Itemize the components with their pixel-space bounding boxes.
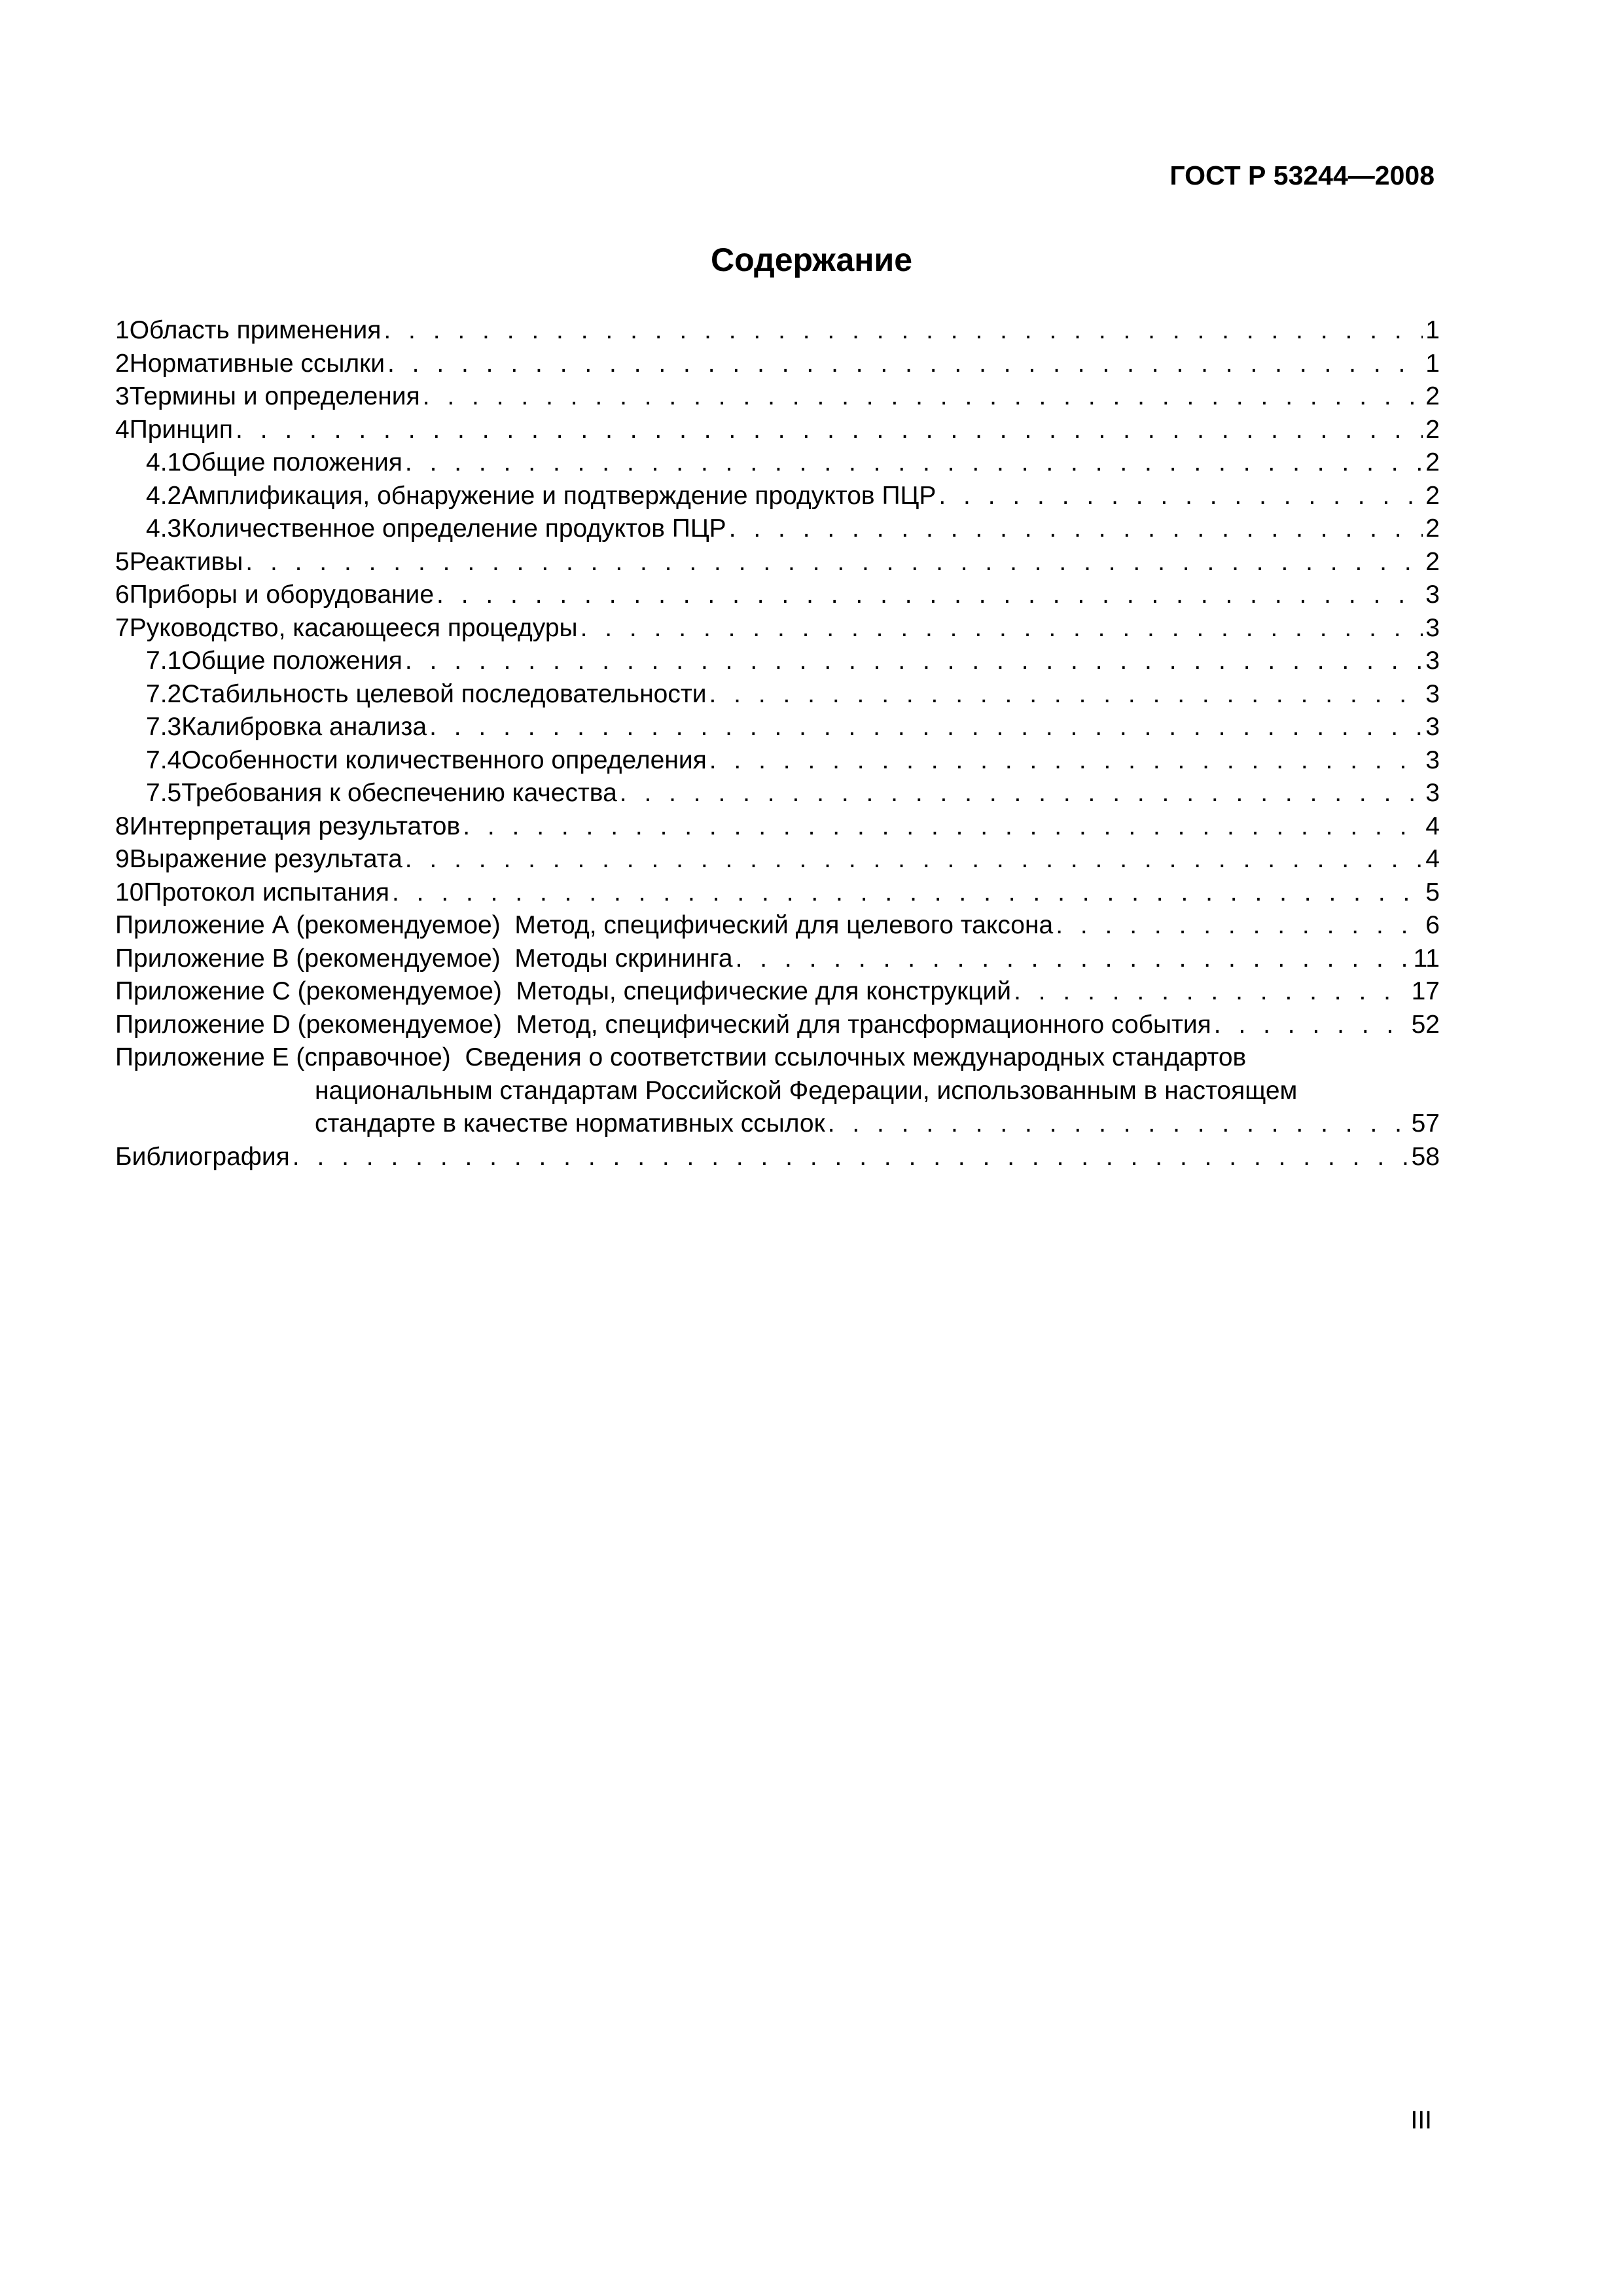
toc-number: 10: [115, 878, 144, 906]
leader-dots: [709, 678, 1423, 711]
toc-page: 2: [1425, 382, 1440, 410]
toc-number: 7: [115, 613, 130, 642]
toc-page: 2: [1425, 448, 1440, 476]
toc-title: Интерпретация результатов: [129, 812, 461, 840]
toc-row[interactable]: [115, 314, 1440, 348]
toc-row[interactable]: [115, 612, 1440, 645]
leader-dots: [463, 810, 1423, 844]
annex-e-continuation: [115, 1075, 1440, 1108]
toc-row[interactable]: [115, 744, 1440, 778]
document-code: ГОСТ Р 53244—2008: [1169, 160, 1435, 190]
toc-page: 2: [1425, 415, 1440, 444]
toc-title: Общие положения: [181, 448, 402, 476]
annex-row[interactable]: [115, 1009, 1440, 1042]
toc-title: Область применения: [129, 316, 382, 344]
toc-title: Термины и определения: [129, 382, 420, 410]
annex-label: Приложение Е (справочное): [115, 1043, 451, 1071]
toc-page: 2: [1425, 481, 1440, 510]
toc-number: 6: [115, 581, 130, 609]
toc-row[interactable]: [115, 810, 1440, 844]
toc-title: Амплификация, обнаружение и подтверждение продуктов ПЦР: [181, 481, 936, 510]
toc-row[interactable]: [115, 348, 1440, 381]
leader-dots: [392, 876, 1423, 910]
leader-dots: [236, 414, 1423, 447]
page-title: Содержание: [710, 242, 913, 278]
toc-title: Принцип: [129, 415, 233, 444]
toc-number: 7.2: [146, 679, 182, 708]
table-of-contents: [115, 314, 1440, 1174]
toc-title: Калибровка анализа: [181, 713, 427, 741]
leader-dots: [729, 512, 1423, 546]
toc-page: 1: [1425, 316, 1440, 344]
toc-page: 3: [1425, 613, 1440, 642]
annex-title-line: стандарте в качестве нормативных ссылок: [315, 1109, 825, 1138]
leader-dots: [405, 843, 1423, 876]
toc-page: 3: [1425, 647, 1440, 675]
leader-dots: [405, 446, 1423, 480]
leader-dots: [828, 1107, 1409, 1141]
toc-page: 2: [1425, 547, 1440, 576]
toc-title: Выражение результата: [129, 845, 402, 873]
toc-title: Особенности количественного определения: [181, 745, 707, 774]
toc-number: 4.1: [146, 448, 182, 476]
toc-page: 3: [1425, 779, 1440, 807]
annex-title: Метод, специфический для целевого таксона: [514, 911, 1054, 939]
toc-title: Требования к обеспечению качества: [181, 779, 617, 807]
toc-row[interactable]: [115, 777, 1440, 810]
toc-row[interactable]: [115, 876, 1440, 910]
bibliography-title: Библиография: [115, 1142, 290, 1171]
toc-page: 17: [1411, 977, 1440, 1005]
toc-number: 2: [115, 349, 130, 378]
toc-page: 52: [1411, 1010, 1440, 1039]
annex-title: Метод, специфический для трансформационного события: [516, 1010, 1211, 1039]
toc-number: 8: [115, 812, 130, 840]
leader-dots: [620, 777, 1423, 810]
toc-number: 3: [115, 382, 130, 410]
toc-row[interactable]: [115, 380, 1440, 414]
annex-e-last-line[interactable]: [115, 1107, 1440, 1141]
toc-row[interactable]: [115, 645, 1440, 678]
toc-row[interactable]: [115, 678, 1440, 711]
toc-number: 4.2: [146, 481, 182, 510]
toc-page: 3: [1425, 581, 1440, 609]
toc-page: 11: [1413, 944, 1440, 973]
leader-dots: [580, 612, 1423, 645]
toc-number: 9: [115, 845, 130, 873]
toc-number: 1: [115, 316, 130, 344]
toc-title: Реактивы: [129, 547, 243, 576]
leader-dots: [429, 711, 1423, 744]
annex-label: Приложение А (рекомендуемое): [115, 911, 501, 939]
annex-title: Методы скрининга: [514, 944, 733, 973]
leader-dots: [709, 744, 1423, 778]
toc-number: 5: [115, 547, 130, 576]
toc-row[interactable]: [115, 546, 1440, 579]
toc-title: Приборы и оборудование: [129, 581, 435, 609]
toc-page: 3: [1425, 713, 1440, 741]
toc-page: 2: [1425, 514, 1440, 543]
annex-label: Приложение В (рекомендуемое): [115, 944, 501, 973]
annex-label: Приложение С (рекомендуемое): [115, 977, 502, 1005]
leader-dots: [437, 579, 1423, 612]
toc-number: 7.1: [146, 647, 182, 675]
toc-page: 57: [1411, 1109, 1440, 1138]
toc-row[interactable]: [115, 480, 1440, 513]
leader-dots: [938, 480, 1423, 513]
toc-page: 1: [1425, 349, 1440, 378]
toc-page: 3: [1425, 745, 1440, 774]
toc-number: 7.4: [146, 745, 182, 774]
leader-dots: [423, 380, 1423, 414]
leader-dots: [736, 942, 1411, 976]
annex-title: Методы, специфические для конструкций: [516, 977, 1012, 1005]
leader-dots: [405, 645, 1423, 678]
annex-row[interactable]: [115, 975, 1440, 1009]
toc-row[interactable]: [115, 711, 1440, 744]
leader-dots: [1014, 975, 1409, 1009]
page-number: III: [1410, 2106, 1432, 2134]
toc-page: 58: [1411, 1142, 1440, 1171]
annex-e-row[interactable]: [115, 1041, 1440, 1075]
toc-title: Стабильность целевой последовательности: [181, 679, 707, 708]
toc-page: 5: [1425, 878, 1440, 906]
toc-title: Количественное определение продуктов ПЦР: [181, 514, 726, 543]
toc-row[interactable]: [115, 843, 1440, 876]
toc-title: Протокол испытания: [143, 878, 389, 906]
annex-label: Приложение D (рекомендуемое): [115, 1010, 502, 1039]
bibliography-row[interactable]: [115, 1141, 1440, 1174]
toc-page: 4: [1425, 812, 1440, 840]
leader-dots: [387, 348, 1423, 381]
toc-row[interactable]: [115, 512, 1440, 546]
toc-number: 7.3: [146, 713, 182, 741]
toc-title: Нормативные ссылки: [129, 349, 385, 378]
leader-dots: [293, 1141, 1409, 1174]
leader-dots: [245, 546, 1423, 579]
toc-row[interactable]: [115, 446, 1440, 480]
leader-dots: [1056, 909, 1423, 942]
toc-page: 4: [1425, 845, 1440, 873]
annex-title-line: национальным стандартам Российской Федерации, использованным в настоящем: [315, 1076, 1298, 1105]
leader-dots: [1214, 1009, 1409, 1042]
annex-row[interactable]: [115, 942, 1440, 976]
toc-number: 4.3: [146, 514, 182, 543]
toc-row[interactable]: [115, 579, 1440, 612]
toc-number: 7.5: [146, 779, 182, 807]
toc-page: 3: [1425, 679, 1440, 708]
toc-title: Общие положения: [181, 647, 402, 675]
leader-dots: [383, 314, 1423, 348]
annex-row[interactable]: [115, 909, 1440, 942]
toc-page: 6: [1425, 911, 1440, 939]
toc-title: Руководство, касающееся процедуры: [129, 613, 578, 642]
toc-row[interactable]: [115, 414, 1440, 447]
annex-title-line: Сведения о соответствии ссылочных международных стандартов: [465, 1043, 1247, 1071]
toc-number: 4: [115, 415, 130, 444]
